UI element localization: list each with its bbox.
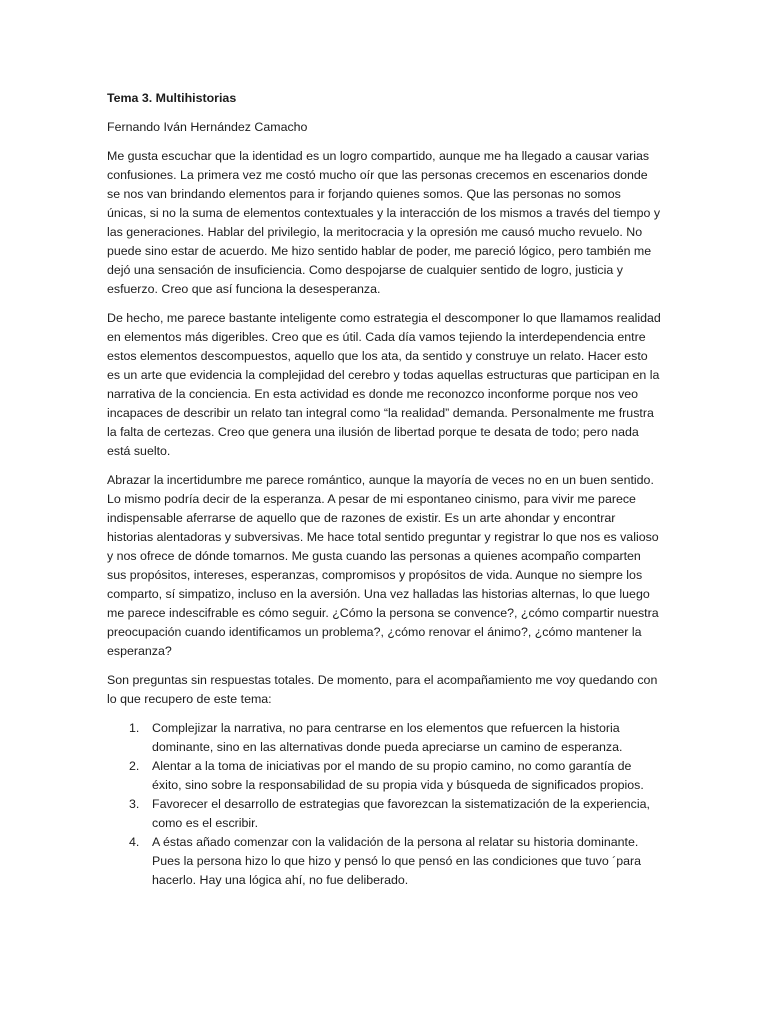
list-item-text: Complejizar la narrativa, no para centrarse en los elementos que refuercen la historia dominante, sino en las alternativas donde pueda apreciarse un camino de esperanza. bbox=[152, 721, 623, 754]
list-item-number: 4. bbox=[129, 835, 140, 849]
author-name: Fernando Iván Hernández Camacho bbox=[107, 120, 308, 134]
list-item-number: 3. bbox=[129, 797, 140, 811]
paragraph-uncertainty: Abrazar la incertidumbre me parece romántico, aunque la mayoría de veces no en un buen sentido. Lo mismo podría decir de la esperanza. A pesar de mi espontaneo cinismo, para vivir me parece indispensable aferrarse de aquello que de razones de existir. Es un arte ahondar y encontrar historias alentadoras y subversivas. Me hace total sentido preguntar y registrar lo que nos es valioso y nos ofrece de dónde tomarnos. Me gusta cuando las personas a quienes acompaño comparten sus propósitos, intereses, esperanzas, compromisos y propósitos de vida. Aunque no siempre los comparto, sí simpatizo, incluso en la aversión. Una vez halladas las historias alternas, lo que luego me parece indescifrable es cómo seguir. ¿Cómo la persona se convence?, ¿cómo compartir nuestra preocupación cuando identificamos un problema?, ¿cómo renovar el ánimo?, ¿cómo mantener la esperanza? bbox=[107, 473, 659, 658]
document-page bbox=[107, 89, 662, 890]
takeaways-list bbox=[107, 719, 662, 890]
list-item bbox=[107, 833, 662, 890]
paragraph-questions: Son preguntas sin respuestas totales. De momento, para el acompañamiento me voy quedando con lo que recupero de este tema: bbox=[107, 673, 658, 706]
list-item bbox=[107, 757, 662, 795]
list-item-text: Alentar a la toma de iniciativas por el mando de su propio camino, no como garantía de éxito, sino sobre la responsabilidad de su propia vida y búsqueda de significados propios. bbox=[152, 759, 644, 792]
list-item bbox=[107, 795, 662, 833]
paragraph-identity: Me gusta escuchar que la identidad es un logro compartido, aunque me ha llegado a causar varias confusiones. La primera vez me costó mucho oír que las personas crecemos en escenarios donde se nos van brindando elementos para ir forjando quienes somos. Que las personas no somos únicas, si no la suma de elementos contextuales y la interacción de los mismos a través del tiempo y las generaciones. Hablar del privilegio, la meritocracia y la opresión me causó mucho revuelo. No puede sino estar de acuerdo. Me hizo sentido hablar de poder, me pareció lógico, pero también me dejó una sensación de insuficiencia. Como despojarse de cualquier sentido de logro, justicia y esfuerzo. Creo que así funciona la desesperanza. bbox=[107, 149, 661, 296]
document-title: Tema 3. Multihistorias bbox=[107, 91, 237, 105]
list-item-text: A éstas añado comenzar con la validación de la persona al relatar su historia dominante. Pues la persona hizo lo que hizo y pensó lo que pensó en las condiciones que tuvo ´para hacerlo. Hay una lógica ahí, no fue deliberado. bbox=[152, 835, 642, 887]
paragraph-reality: De hecho, me parece bastante inteligente como estrategia el descomponer lo que llamamos realidad en elementos más digeribles. Creo que es útil. Cada día vamos tejiendo la interdependencia entre estos elementos descompuestos, aquello que los ata, da sentido y construye un relato. Hacer esto es un arte que evidencia la complejidad del cerebro y todas aquellas estructuras que participan en la narrativa de la conciencia. En esta actividad es donde me reconozco inconforme porque nos veo incapaces de describir un relato tan integral como “la realidad” demanda. Personalmente me frustra la falta de certezas. Creo que genera una ilusión de libertad porque te desata de todo; pero nada está suelto. bbox=[107, 311, 661, 458]
list-item-number: 1. bbox=[129, 721, 140, 735]
list-item bbox=[107, 719, 662, 757]
list-item-text: Favorecer el desarrollo de estrategias que favorezcan la sistematización de la experiencia, como es el escribir. bbox=[152, 797, 650, 830]
list-item-number: 2. bbox=[129, 759, 140, 773]
